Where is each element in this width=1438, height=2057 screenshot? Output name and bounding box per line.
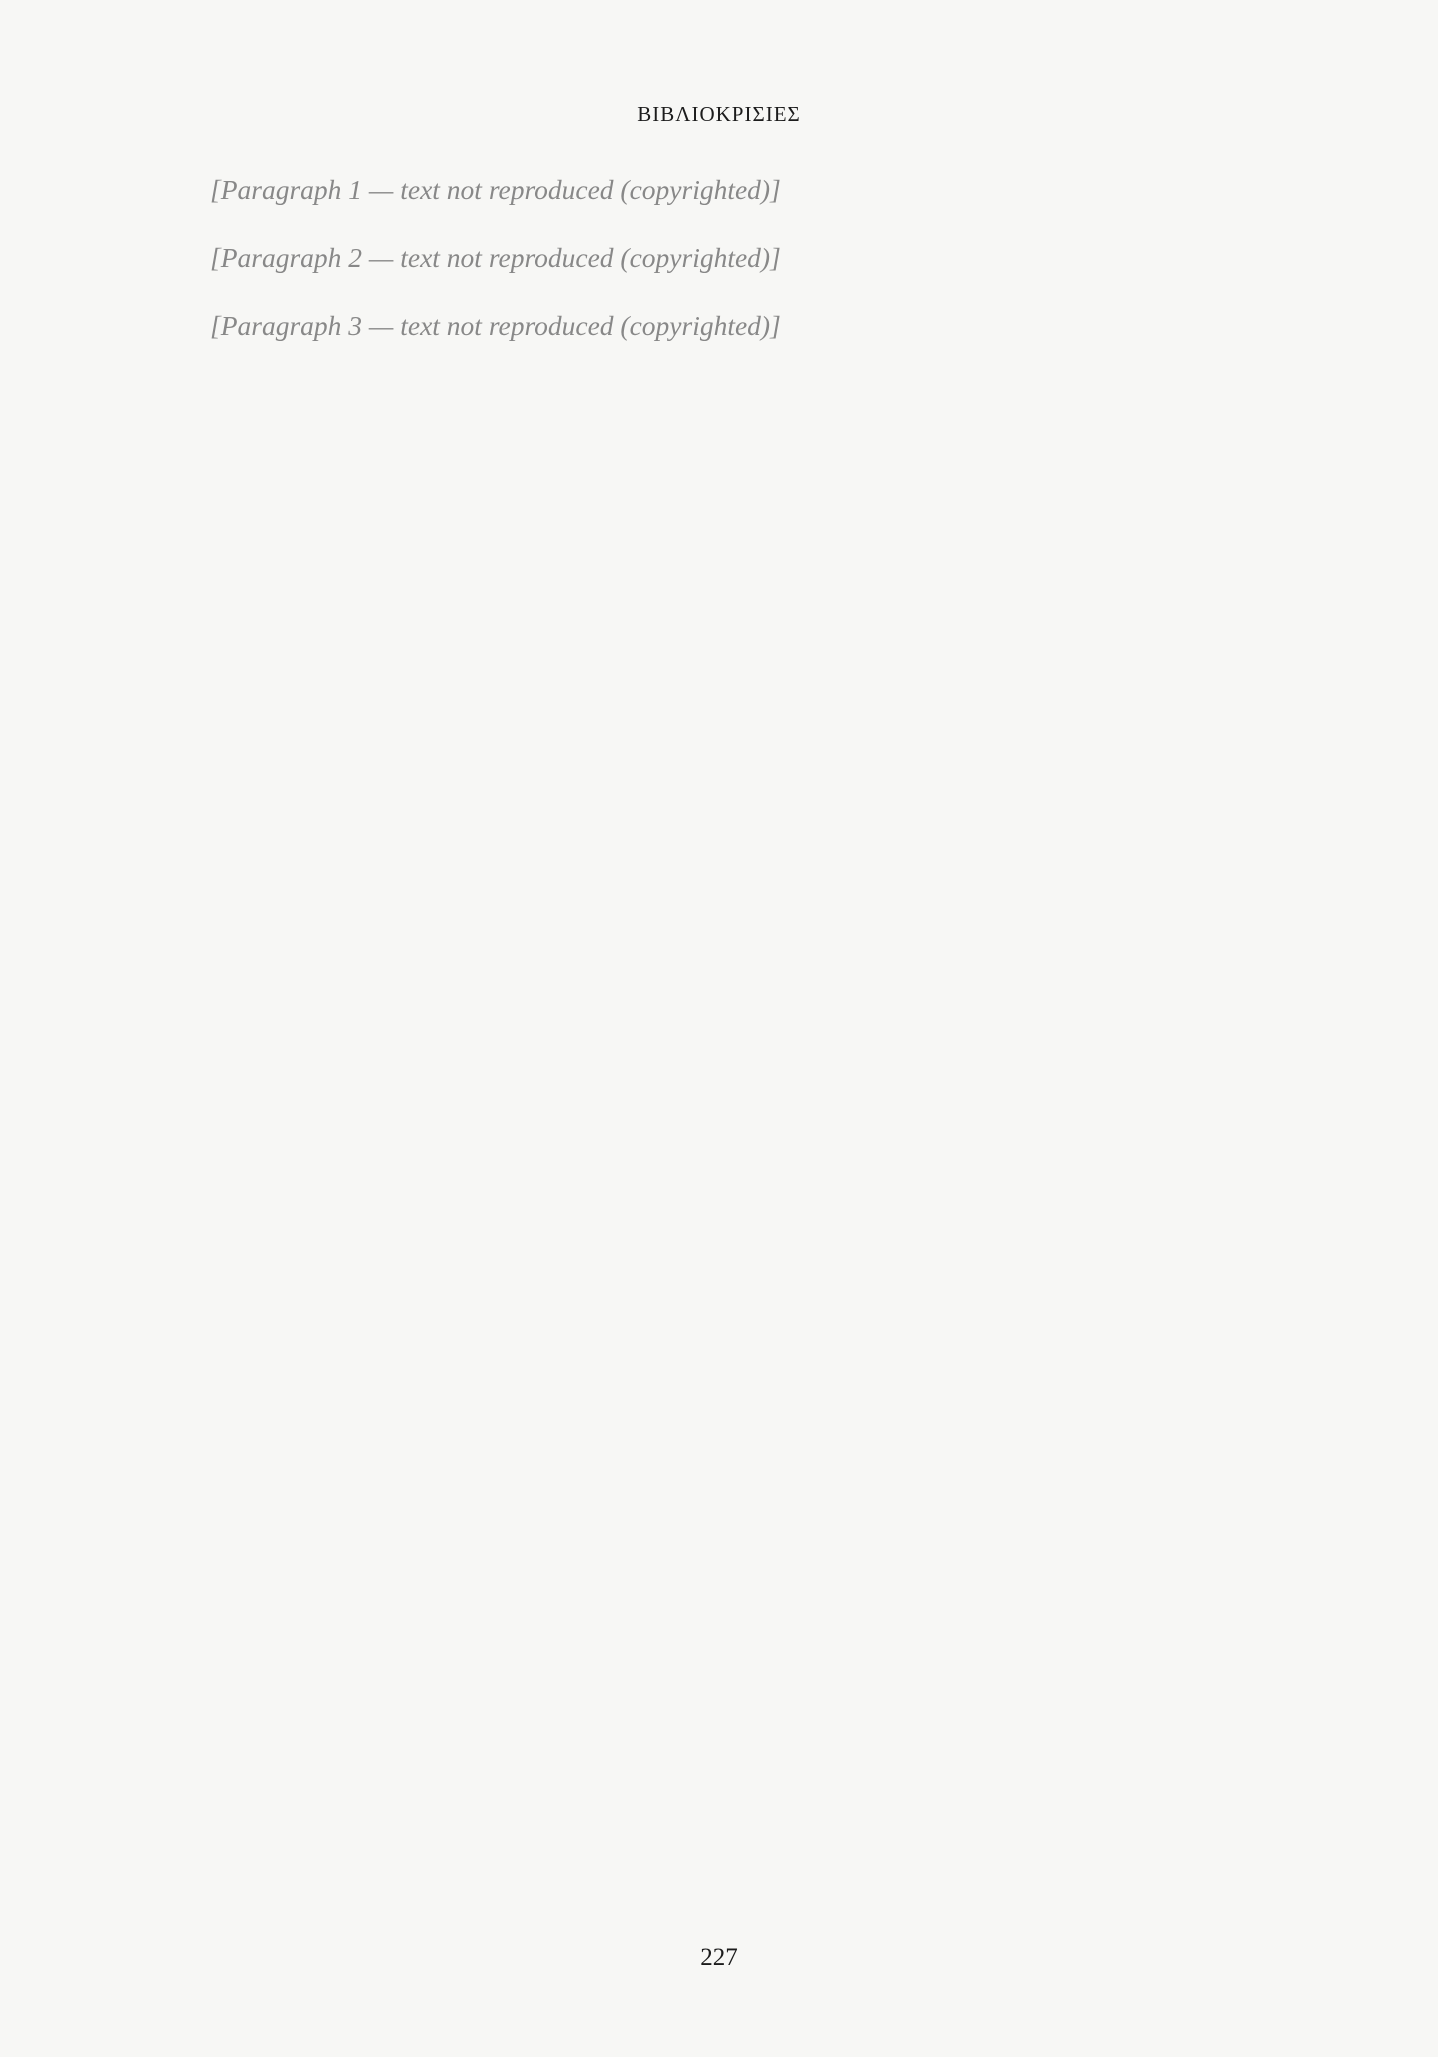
page-number: 227 (700, 1944, 738, 1971)
paragraph-3: [Paragraph 3 — text not reproduced (copyrighted)] (210, 310, 781, 341)
body-text (170, 170, 1265, 374)
paragraph-1: [Paragraph 1 — text not reproduced (copyrighted)] (210, 174, 781, 205)
paragraph-2: [Paragraph 2 — text not reproduced (copyrighted)] (210, 242, 781, 273)
running-head: ΒΙΒΛΙΟΚΡΙΣΙΕΣ (637, 102, 801, 126)
